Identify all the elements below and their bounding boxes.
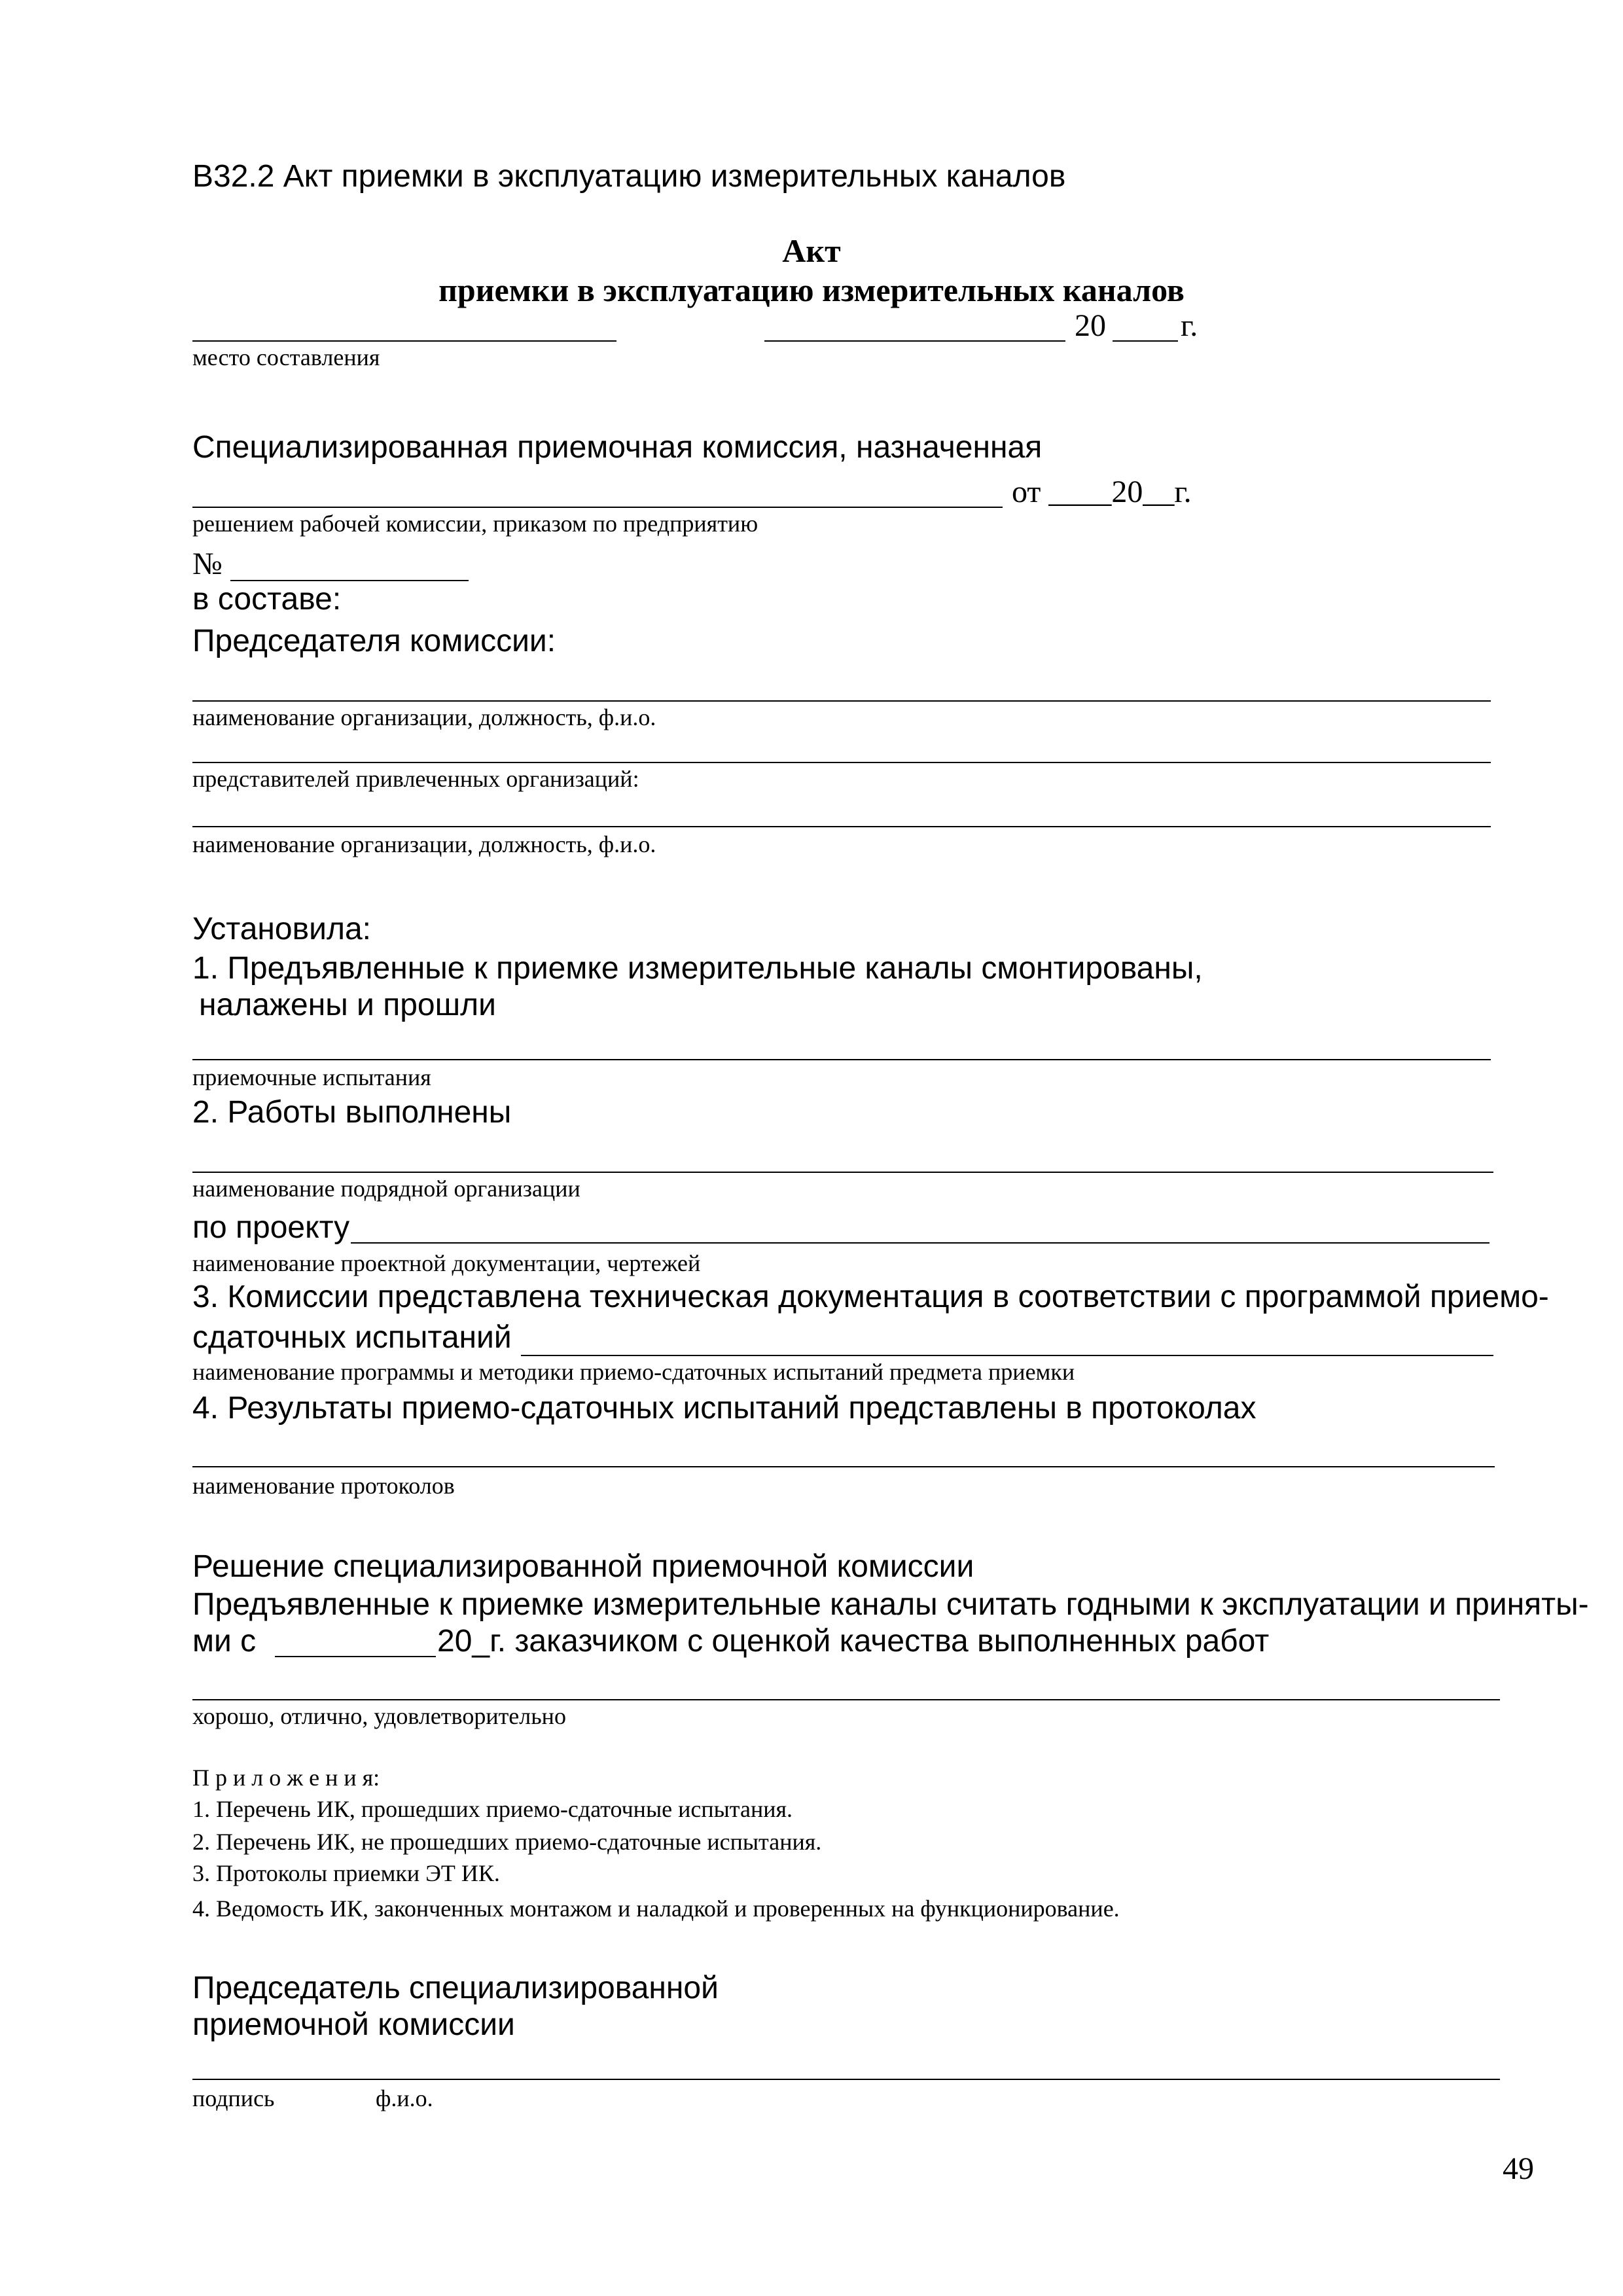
appendix-title: П р и л о ж е н и я:: [192, 1765, 380, 1791]
caption-representatives: представителей привлеченных организаций:: [192, 766, 639, 792]
item-1-line-2: налажены и прошли: [199, 988, 496, 1022]
caption-signature: подпись: [192, 2085, 275, 2111]
caption-org-1: наименование организации, должность, ф.и.о.: [192, 704, 656, 730]
date-year-suffix: г.: [1181, 308, 1198, 343]
decision-line-2-suffix: 20_г. заказчиком с оценкой качества выполненных работ: [437, 1624, 1270, 1659]
representatives-field-line-1: [192, 762, 1491, 763]
signature-field-line: [192, 2079, 1500, 2080]
caption-org-2: наименование организации, должность, ф.и.о.: [192, 831, 656, 857]
date-field-line: [764, 340, 1065, 342]
item-3-line-1: 3. Комиссии представлена техническая документация в соответствии с программой приемо-: [192, 1280, 1549, 1314]
representatives-field-line-2: [192, 826, 1491, 827]
place-field-line: [192, 340, 616, 342]
item-3-line-2: сдаточных испытаний: [192, 1320, 512, 1355]
number-field-line: [230, 580, 469, 581]
by-project-label: по проекту: [192, 1210, 350, 1245]
caption-contractor: наименование подрядной организации: [192, 1175, 580, 1202]
contractor-field-line: [192, 1172, 1493, 1173]
caption-decision: решением рабочей комиссии, приказом по предприятию: [192, 511, 758, 537]
commission-field-line: [192, 507, 1003, 508]
item-1-line-1: 1. Предъявленные к приемке измерительные каналы смонтированы,: [192, 951, 1203, 986]
commission-intro: Специализированная приемочная комиссия, назначенная: [192, 430, 1043, 465]
commission-from: от ____20__г.: [1012, 475, 1192, 509]
tests-field-line: [192, 1059, 1491, 1060]
document-title: Акт: [782, 232, 841, 269]
composition-label: в составе:: [192, 582, 342, 617]
page-number: 49: [1503, 2151, 1534, 2186]
chairman-label: Председателя комиссии:: [192, 624, 556, 658]
date-year-prefix: 20: [1075, 308, 1106, 343]
appendix-item: 3. Протоколы приемки ЭТ ИК.: [192, 1860, 500, 1886]
section-heading: В32.2 Акт приемки в эксплуатацию измерительных каналов: [192, 159, 1066, 194]
date-year-line: [1113, 340, 1178, 342]
caption-project-docs: наименование проектной документации, чертежей: [192, 1250, 701, 1276]
caption-tests: приемочные испытания: [192, 1064, 431, 1090]
chairman-sign-line-1: Председатель специализированной: [192, 1971, 719, 2005]
caption-program: наименование программы и методики приемо-сдаточных испытаний предмета приемки: [192, 1359, 1075, 1385]
caption-quality: хорошо, отлично, удовлетворительно: [192, 1703, 566, 1729]
quality-field-line: [192, 1699, 1500, 1700]
established-label: Установила:: [192, 912, 371, 946]
document-subtitle: приемки в эксплуатацию измерительных каналов: [438, 272, 1185, 308]
caption-fio: ф.и.о.: [376, 2085, 433, 2111]
chairman-field-line: [192, 700, 1491, 702]
number-sign: №: [192, 547, 223, 581]
protocols-field-line: [192, 1466, 1495, 1467]
decision-line-1: Предъявленные к приемке измерительные каналы считать годными к эксплуатации и приняты-: [192, 1587, 1589, 1622]
caption-place: место составления: [192, 344, 380, 370]
decision-line-2-prefix: ми с: [192, 1624, 257, 1659]
appendix-item: 1. Перечень ИК, прошедших приемо-сдаточные испытания.: [192, 1796, 793, 1822]
decision-title: Решение специализированной приемочной комиссии: [192, 1549, 974, 1584]
appendix-item: 4. Ведомость ИК, законченных монтажом и наладкой и проверенных на функционирование.: [192, 1895, 1120, 1922]
item-2: 2. Работы выполнены: [192, 1095, 512, 1130]
chairman-sign-line-2: приемочной комиссии: [192, 2007, 515, 2042]
appendix-item: 2. Перечень ИК, не прошедших приемо-сдаточные испытания.: [192, 1829, 822, 1855]
program-field-line: [521, 1355, 1493, 1356]
project-field-line: [351, 1242, 1489, 1244]
acceptance-date-line: [275, 1656, 436, 1657]
item-4: 4. Результаты приемо-сдаточных испытаний представлены в протоколах: [192, 1391, 1257, 1426]
caption-protocols: наименование протоколов: [192, 1473, 455, 1499]
